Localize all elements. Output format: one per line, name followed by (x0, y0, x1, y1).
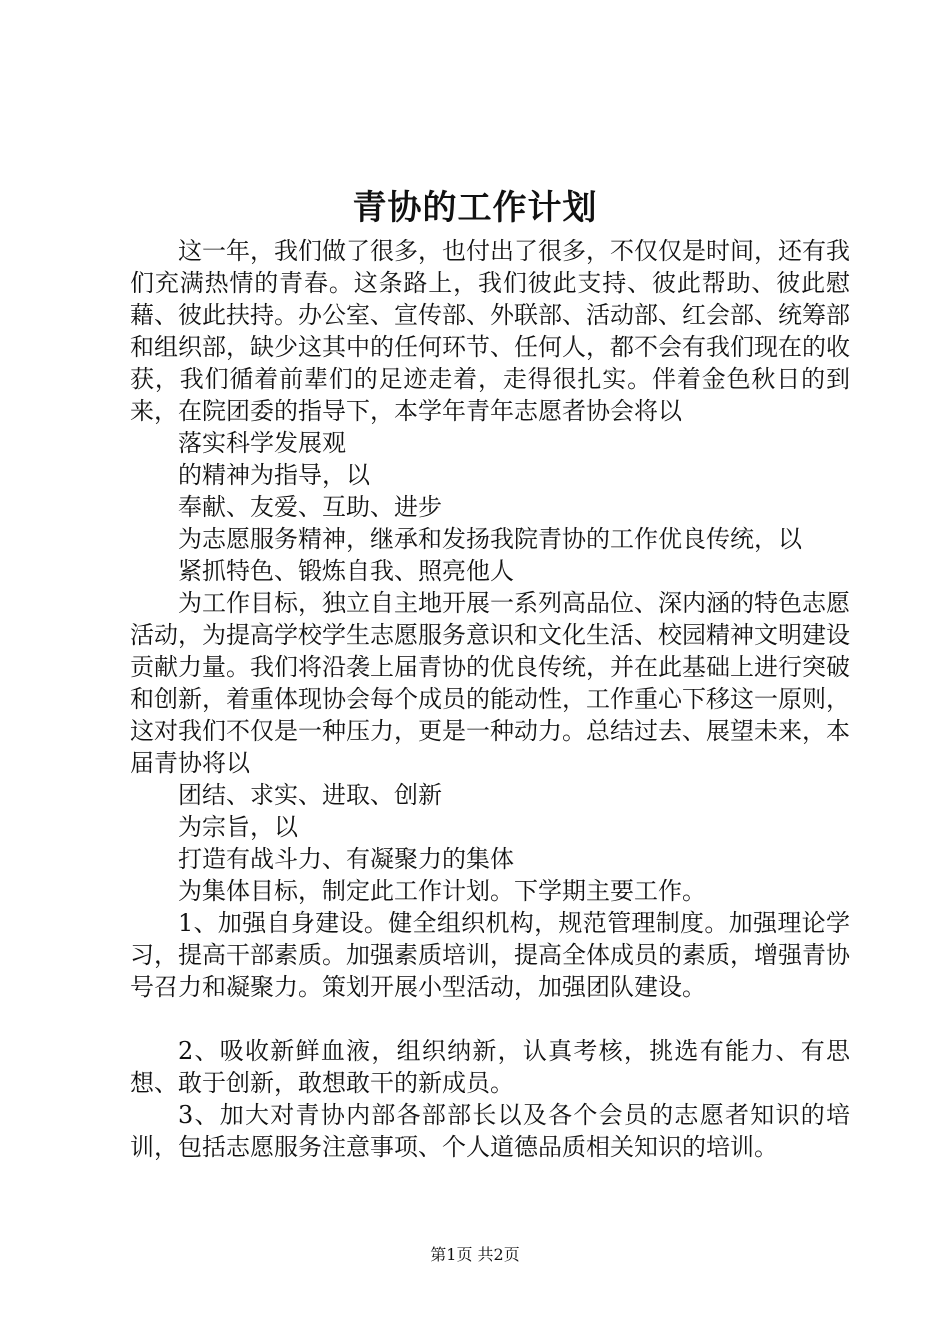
paragraph-phrase: 打造有战斗力、有凝聚力的集体 (178, 845, 514, 873)
paragraph-phrase: 落实科学发展观 (178, 429, 346, 457)
page-footer: 第1页 共2页 (430, 1245, 520, 1264)
paragraph-text: 为集体目标，制定此工作计划。下学期主要工作。 (178, 877, 706, 905)
paragraph-text: 为工作目标，独立自主地开展一系列高品位、深内涵的特色志愿活动，为提高学校学生志愿服务意识和文化生活、校园精神文明建设贡献力量。我们将沿袭上届青协的优良传统，并在此基础上进行突破和创新，着重体现协会每个成员的能动性，工作重心下移这一原则，这对我们不仅是一种压力，更是一种动力。总结过去、展望未来，本届青协将以 (130, 589, 850, 777)
paragraph-phrase: 紧抓特色、锻炼自我、照亮他人 (178, 557, 514, 585)
paragraph-intro: 这一年，我们做了很多，也付出了很多，不仅仅是时间，还有我们充满热情的青春。这条路上，我们彼此支持、彼此帮助、彼此慰藉、彼此扶持。办公室、宣传部、外联部、活动部、红会部、统筹部和组织部，缺少这其中的任何环节、任何人，都不会有我们现在的收获，我们循着前辈们的足迹走着，走得很扎实。伴着金色秋日的到来，在院团委的指导下，本学年青年志愿者协会将以 (130, 237, 850, 425)
paragraph-item-1: 1、加强自身建设。健全组织机构，规范管理制度。加强理论学习，提高干部素质。加强素质培训，提高全体成员的素质，增强青协号召力和凝聚力。策划开展小型活动，加强团队建设。 (130, 909, 850, 1001)
paragraph-phrase: 奉献、友爱、互助、进步 (178, 493, 442, 521)
paragraph-item-3: 3、加大对青协内部各部部长以及各个会员的志愿者知识的培训，包括志愿服务注意事项、个人道德品质相关知识的培训。 (130, 1101, 850, 1161)
paragraph-phrase: 团结、求实、进取、创新 (178, 781, 442, 809)
paragraph-phrase: 为宗旨，以 (178, 813, 298, 841)
paragraph-phrase: 的精神为指导，以 (178, 461, 370, 489)
paragraph-item-2: 2、吸收新鲜血液，组织纳新，认真考核，挑选有能力、有思想、敢于创新，敢想敢干的新成员。 (130, 1037, 850, 1097)
document-body (130, 235, 850, 1163)
paragraph-text: 为志愿服务精神，继承和发扬我院青协的工作优良传统，以 (178, 525, 802, 553)
document-title: 青协的工作计划 (352, 188, 598, 228)
